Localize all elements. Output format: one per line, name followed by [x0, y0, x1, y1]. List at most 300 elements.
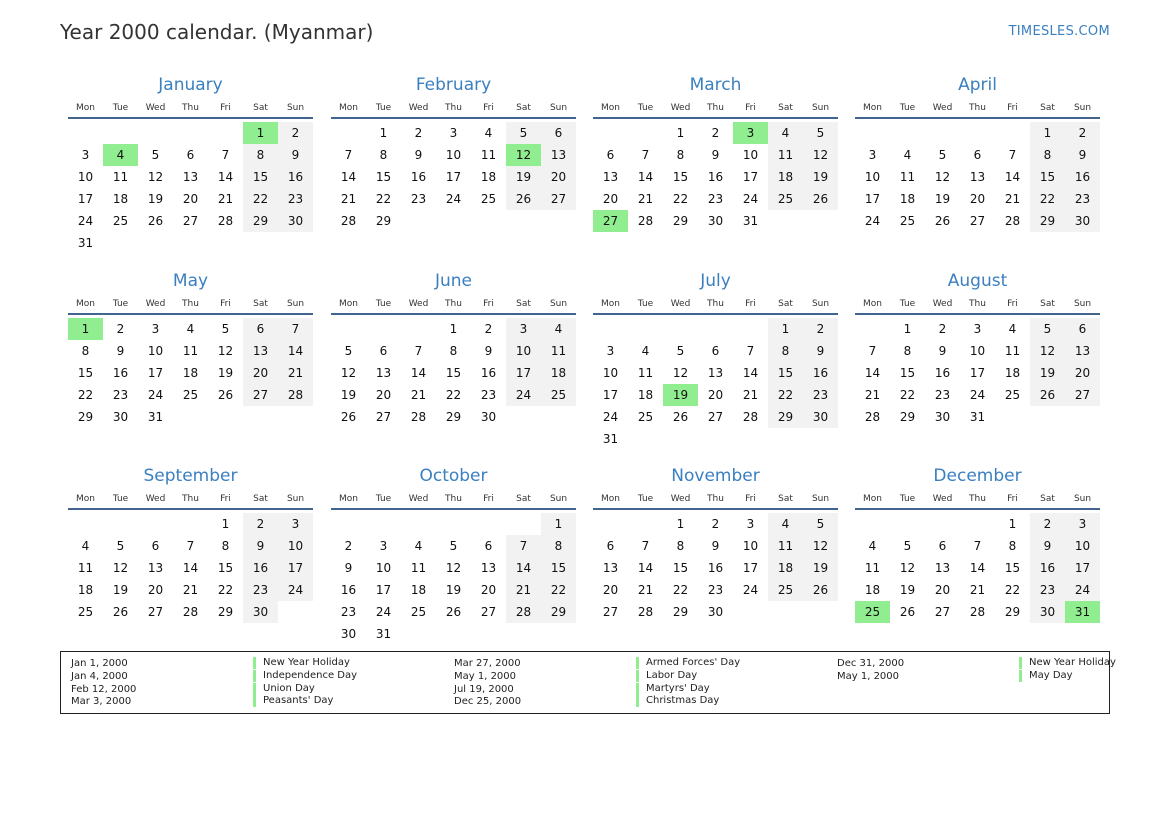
day-cell[interactable]: 20	[934, 583, 951, 597]
day-cell[interactable]: 9	[938, 344, 947, 358]
day-cell[interactable]: 12	[112, 561, 129, 575]
day-cell[interactable]: 11	[112, 170, 129, 184]
day-cell[interactable]: 11	[768, 535, 803, 557]
day-cell[interactable]: 12	[445, 561, 462, 575]
day-cell[interactable]: 16	[112, 366, 129, 380]
day-cell[interactable]: 2	[278, 122, 313, 144]
day-cell[interactable]: 11	[410, 561, 427, 575]
day-cell[interactable]: 24	[445, 192, 462, 206]
day-cell[interactable]: 31	[147, 410, 164, 424]
day-cell[interactable]: 17	[278, 557, 313, 579]
day-cell[interactable]: 23	[934, 388, 951, 402]
day-cell[interactable]: 13	[375, 366, 392, 380]
day-cell[interactable]: 23	[803, 384, 838, 406]
day-cell[interactable]: 10	[506, 340, 541, 362]
day-cell[interactable]: 26	[803, 188, 838, 210]
day-cell[interactable]: 7	[344, 148, 353, 162]
day-cell[interactable]: 29	[1030, 210, 1065, 232]
day-cell[interactable]: 9	[711, 539, 720, 553]
day-cell[interactable]: 6	[606, 539, 615, 553]
day-cell[interactable]: 21	[637, 583, 654, 597]
day-cell[interactable]: 14	[864, 366, 881, 380]
day-cell[interactable]: 23	[707, 583, 724, 597]
day-cell[interactable]: 20	[602, 192, 619, 206]
day-cell[interactable]: 8	[1030, 144, 1065, 166]
day-cell[interactable]: 8	[449, 344, 458, 358]
day-cell[interactable]: 23	[1030, 579, 1065, 601]
day-cell[interactable]: 30	[803, 406, 838, 428]
day-cell[interactable]: 11	[637, 366, 654, 380]
day-cell[interactable]: 18	[112, 192, 129, 206]
day-cell[interactable]: 20	[480, 583, 497, 597]
day-cell[interactable]: 1	[903, 322, 912, 336]
day-cell[interactable]: 2	[414, 126, 423, 140]
day-cell[interactable]: 28	[506, 601, 541, 623]
day-cell[interactable]: 5	[1030, 318, 1065, 340]
day-cell[interactable]: 23	[707, 192, 724, 206]
day-cell[interactable]: 9	[484, 344, 493, 358]
day-cell[interactable]: 29	[768, 406, 803, 428]
day-cell[interactable]: 7	[1008, 148, 1017, 162]
day-cell[interactable]: 23	[410, 192, 427, 206]
day-cell[interactable]: 13	[182, 170, 199, 184]
day-cell[interactable]: 13	[602, 561, 619, 575]
day-cell[interactable]: 7	[868, 344, 877, 358]
day-cell[interactable]: 9	[1030, 535, 1065, 557]
day-cell[interactable]: 11	[77, 561, 94, 575]
day-cell[interactable]: 11	[768, 144, 803, 166]
day-cell[interactable]: 9	[711, 148, 720, 162]
day-cell[interactable]: 31	[969, 410, 986, 424]
day-cell[interactable]: 2	[711, 126, 720, 140]
day-cell[interactable]: 24	[506, 384, 541, 406]
day-cell[interactable]: 22	[541, 579, 576, 601]
day-cell[interactable]: 6	[243, 318, 278, 340]
day-cell[interactable]: 4	[1008, 322, 1017, 336]
day-cell[interactable]: 5	[803, 122, 838, 144]
day-cell[interactable]: 12	[1030, 340, 1065, 362]
day-cell[interactable]: 18	[899, 192, 916, 206]
day-cell[interactable]: 10	[445, 148, 462, 162]
day-cell[interactable]: 12	[672, 366, 689, 380]
day-cell[interactable]: 26	[445, 605, 462, 619]
day-cell[interactable]: 23	[480, 388, 497, 402]
day-cell[interactable]: 24	[77, 214, 94, 228]
day-cell[interactable]: 15	[541, 557, 576, 579]
day-cell[interactable]: 29	[217, 605, 234, 619]
day-cell[interactable]: 6	[541, 122, 576, 144]
day-cell[interactable]: 21	[278, 362, 313, 384]
day-cell[interactable]: 26	[340, 410, 357, 424]
day-cell[interactable]: 13	[934, 561, 951, 575]
day-cell[interactable]: 13	[147, 561, 164, 575]
day-cell[interactable]: 26	[672, 410, 689, 424]
day-cell[interactable]: 29	[445, 410, 462, 424]
day-cell[interactable]: 1	[221, 517, 230, 531]
day-cell[interactable]: 19	[934, 192, 951, 206]
day-cell[interactable]: 14	[182, 561, 199, 575]
day-cell[interactable]: 23	[340, 605, 357, 619]
day-cell[interactable]: 27	[375, 410, 392, 424]
day-cell[interactable]: 28	[410, 410, 427, 424]
day-cell[interactable]: 27	[602, 605, 619, 619]
day-cell[interactable]: 23	[1065, 188, 1100, 210]
day-cell[interactable]: 24	[375, 605, 392, 619]
day-cell[interactable]: 10	[864, 170, 881, 184]
day-cell[interactable]: 15	[217, 561, 234, 575]
day-cell[interactable]: 14	[340, 170, 357, 184]
holiday-day-cell[interactable]: 27	[593, 210, 628, 232]
day-cell[interactable]: 8	[221, 539, 230, 553]
day-cell[interactable]: 15	[672, 561, 689, 575]
day-cell[interactable]: 12	[934, 170, 951, 184]
site-link[interactable]: TIMESLES.COM	[1008, 24, 1110, 39]
day-cell[interactable]: 25	[480, 192, 497, 206]
day-cell[interactable]: 7	[278, 318, 313, 340]
day-cell[interactable]: 31	[602, 432, 619, 446]
day-cell[interactable]: 24	[278, 579, 313, 601]
day-cell[interactable]: 10	[742, 148, 759, 162]
day-cell[interactable]: 9	[1065, 144, 1100, 166]
day-cell[interactable]: 1	[676, 517, 685, 531]
day-cell[interactable]: 6	[186, 148, 195, 162]
day-cell[interactable]: 21	[182, 583, 199, 597]
day-cell[interactable]: 2	[116, 322, 125, 336]
day-cell[interactable]: 22	[375, 192, 392, 206]
day-cell[interactable]: 15	[672, 170, 689, 184]
day-cell[interactable]: 6	[711, 344, 720, 358]
day-cell[interactable]: 4	[768, 513, 803, 535]
day-cell[interactable]: 22	[445, 388, 462, 402]
day-cell[interactable]: 22	[243, 188, 278, 210]
day-cell[interactable]: 16	[410, 170, 427, 184]
day-cell[interactable]: 22	[77, 388, 94, 402]
day-cell[interactable]: 15	[899, 366, 916, 380]
day-cell[interactable]: 15	[375, 170, 392, 184]
day-cell[interactable]: 16	[1030, 557, 1065, 579]
day-cell[interactable]: 6	[379, 344, 388, 358]
day-cell[interactable]: 30	[934, 410, 951, 424]
day-cell[interactable]: 13	[707, 366, 724, 380]
day-cell[interactable]: 14	[410, 366, 427, 380]
day-cell[interactable]: 19	[445, 583, 462, 597]
day-cell[interactable]: 11	[864, 561, 881, 575]
day-cell[interactable]: 26	[803, 579, 838, 601]
day-cell[interactable]: 26	[934, 214, 951, 228]
day-cell[interactable]: 17	[602, 388, 619, 402]
day-cell[interactable]: 27	[243, 384, 278, 406]
holiday-day-cell[interactable]: 1	[68, 318, 103, 340]
day-cell[interactable]: 29	[672, 214, 689, 228]
day-cell[interactable]: 24	[742, 583, 759, 597]
day-cell[interactable]: 15	[77, 366, 94, 380]
day-cell[interactable]: 22	[1030, 188, 1065, 210]
day-cell[interactable]: 7	[973, 539, 982, 553]
day-cell[interactable]: 1	[1008, 517, 1017, 531]
day-cell[interactable]: 20	[541, 166, 576, 188]
holiday-day-cell[interactable]: 4	[103, 144, 138, 166]
day-cell[interactable]: 20	[182, 192, 199, 206]
day-cell[interactable]: 16	[934, 366, 951, 380]
day-cell[interactable]: 8	[676, 539, 685, 553]
day-cell[interactable]: 9	[243, 535, 278, 557]
day-cell[interactable]: 25	[541, 384, 576, 406]
day-cell[interactable]: 3	[506, 318, 541, 340]
day-cell[interactable]: 8	[903, 344, 912, 358]
day-cell[interactable]: 13	[969, 170, 986, 184]
day-cell[interactable]: 3	[379, 539, 388, 553]
day-cell[interactable]: 5	[803, 513, 838, 535]
day-cell[interactable]: 28	[637, 214, 654, 228]
day-cell[interactable]: 7	[641, 148, 650, 162]
day-cell[interactable]: 21	[340, 192, 357, 206]
day-cell[interactable]: 13	[243, 340, 278, 362]
day-cell[interactable]: 14	[1004, 170, 1021, 184]
day-cell[interactable]: 18	[410, 583, 427, 597]
day-cell[interactable]: 2	[1030, 513, 1065, 535]
holiday-day-cell[interactable]: 1	[243, 122, 278, 144]
day-cell[interactable]: 28	[742, 410, 759, 424]
day-cell[interactable]: 30	[112, 410, 129, 424]
day-cell[interactable]: 19	[803, 166, 838, 188]
day-cell[interactable]: 24	[602, 410, 619, 424]
day-cell[interactable]: 17	[1065, 557, 1100, 579]
day-cell[interactable]: 6	[1065, 318, 1100, 340]
holiday-day-cell[interactable]: 25	[855, 601, 890, 623]
day-cell[interactable]: 9	[116, 344, 125, 358]
day-cell[interactable]: 3	[278, 513, 313, 535]
day-cell[interactable]: 8	[541, 535, 576, 557]
day-cell[interactable]: 28	[217, 214, 234, 228]
day-cell[interactable]: 6	[151, 539, 160, 553]
day-cell[interactable]: 25	[112, 214, 129, 228]
day-cell[interactable]: 20	[602, 583, 619, 597]
day-cell[interactable]: 23	[112, 388, 129, 402]
day-cell[interactable]: 28	[969, 605, 986, 619]
day-cell[interactable]: 17	[77, 192, 94, 206]
day-cell[interactable]: 28	[864, 410, 881, 424]
day-cell[interactable]: 1	[541, 513, 576, 535]
day-cell[interactable]: 17	[742, 561, 759, 575]
day-cell[interactable]: 28	[637, 605, 654, 619]
day-cell[interactable]: 15	[1004, 561, 1021, 575]
day-cell[interactable]: 30	[243, 601, 278, 623]
day-cell[interactable]: 4	[541, 318, 576, 340]
day-cell[interactable]: 22	[672, 583, 689, 597]
day-cell[interactable]: 22	[672, 192, 689, 206]
day-cell[interactable]: 17	[969, 366, 986, 380]
day-cell[interactable]: 18	[864, 583, 881, 597]
day-cell[interactable]: 19	[803, 557, 838, 579]
day-cell[interactable]: 19	[506, 166, 541, 188]
day-cell[interactable]: 3	[449, 126, 458, 140]
day-cell[interactable]: 2	[243, 513, 278, 535]
day-cell[interactable]: 14	[278, 340, 313, 362]
day-cell[interactable]: 15	[445, 366, 462, 380]
day-cell[interactable]: 30	[1030, 601, 1065, 623]
day-cell[interactable]: 10	[1065, 535, 1100, 557]
day-cell[interactable]: 17	[375, 583, 392, 597]
day-cell[interactable]: 21	[217, 192, 234, 206]
day-cell[interactable]: 25	[637, 410, 654, 424]
day-cell[interactable]: 13	[1065, 340, 1100, 362]
day-cell[interactable]: 3	[81, 148, 90, 162]
day-cell[interactable]: 19	[147, 192, 164, 206]
day-cell[interactable]: 4	[903, 148, 912, 162]
day-cell[interactable]: 30	[707, 214, 724, 228]
day-cell[interactable]: 2	[711, 517, 720, 531]
day-cell[interactable]: 20	[707, 388, 724, 402]
day-cell[interactable]: 10	[77, 170, 94, 184]
day-cell[interactable]: 4	[768, 122, 803, 144]
day-cell[interactable]: 30	[707, 605, 724, 619]
day-cell[interactable]: 4	[484, 126, 493, 140]
day-cell[interactable]: 28	[182, 605, 199, 619]
day-cell[interactable]: 19	[899, 583, 916, 597]
day-cell[interactable]: 14	[742, 366, 759, 380]
day-cell[interactable]: 17	[445, 170, 462, 184]
day-cell[interactable]: 16	[340, 583, 357, 597]
day-cell[interactable]: 26	[217, 388, 234, 402]
day-cell[interactable]: 27	[147, 605, 164, 619]
day-cell[interactable]: 3	[606, 344, 615, 358]
day-cell[interactable]: 4	[186, 322, 195, 336]
day-cell[interactable]: 20	[375, 388, 392, 402]
day-cell[interactable]: 29	[375, 214, 392, 228]
day-cell[interactable]: 8	[243, 144, 278, 166]
day-cell[interactable]: 21	[742, 388, 759, 402]
day-cell[interactable]: 8	[768, 340, 803, 362]
day-cell[interactable]: 25	[410, 605, 427, 619]
day-cell[interactable]: 15	[768, 362, 803, 384]
day-cell[interactable]: 28	[340, 214, 357, 228]
day-cell[interactable]: 16	[707, 170, 724, 184]
day-cell[interactable]: 14	[217, 170, 234, 184]
day-cell[interactable]: 3	[868, 148, 877, 162]
day-cell[interactable]: 17	[147, 366, 164, 380]
day-cell[interactable]: 24	[864, 214, 881, 228]
day-cell[interactable]: 24	[742, 192, 759, 206]
day-cell[interactable]: 26	[112, 605, 129, 619]
day-cell[interactable]: 16	[243, 557, 278, 579]
day-cell[interactable]: 12	[803, 535, 838, 557]
day-cell[interactable]: 2	[1065, 122, 1100, 144]
day-cell[interactable]: 9	[344, 561, 353, 575]
day-cell[interactable]: 5	[449, 539, 458, 553]
day-cell[interactable]: 20	[1065, 362, 1100, 384]
day-cell[interactable]: 18	[1004, 366, 1021, 380]
day-cell[interactable]: 25	[899, 214, 916, 228]
day-cell[interactable]: 19	[112, 583, 129, 597]
day-cell[interactable]: 7	[746, 344, 755, 358]
day-cell[interactable]: 26	[899, 605, 916, 619]
day-cell[interactable]: 21	[637, 192, 654, 206]
day-cell[interactable]: 5	[151, 148, 160, 162]
holiday-day-cell[interactable]: 3	[733, 122, 768, 144]
day-cell[interactable]: 12	[899, 561, 916, 575]
day-cell[interactable]: 10	[375, 561, 392, 575]
day-cell[interactable]: 7	[506, 535, 541, 557]
day-cell[interactable]: 8	[81, 344, 90, 358]
day-cell[interactable]: 25	[768, 188, 803, 210]
day-cell[interactable]: 7	[414, 344, 423, 358]
day-cell[interactable]: 17	[864, 192, 881, 206]
day-cell[interactable]: 4	[868, 539, 877, 553]
day-cell[interactable]: 24	[147, 388, 164, 402]
day-cell[interactable]: 29	[243, 210, 278, 232]
day-cell[interactable]: 27	[969, 214, 986, 228]
day-cell[interactable]: 16	[1065, 166, 1100, 188]
day-cell[interactable]: 9	[414, 148, 423, 162]
day-cell[interactable]: 12	[147, 170, 164, 184]
day-cell[interactable]: 5	[903, 539, 912, 553]
day-cell[interactable]: 5	[938, 148, 947, 162]
day-cell[interactable]: 6	[973, 148, 982, 162]
day-cell[interactable]: 20	[969, 192, 986, 206]
day-cell[interactable]: 30	[1065, 210, 1100, 232]
day-cell[interactable]: 16	[480, 366, 497, 380]
day-cell[interactable]: 1	[676, 126, 685, 140]
day-cell[interactable]: 7	[186, 539, 195, 553]
day-cell[interactable]: 6	[484, 539, 493, 553]
day-cell[interactable]: 1	[1030, 122, 1065, 144]
day-cell[interactable]: 20	[243, 362, 278, 384]
day-cell[interactable]: 1	[768, 318, 803, 340]
day-cell[interactable]: 4	[641, 344, 650, 358]
day-cell[interactable]: 29	[899, 410, 916, 424]
day-cell[interactable]: 11	[541, 340, 576, 362]
day-cell[interactable]: 28	[278, 384, 313, 406]
day-cell[interactable]: 15	[243, 166, 278, 188]
day-cell[interactable]: 11	[1004, 344, 1021, 358]
day-cell[interactable]: 31	[742, 214, 759, 228]
day-cell[interactable]: 11	[182, 344, 199, 358]
day-cell[interactable]: 24	[969, 388, 986, 402]
day-cell[interactable]: 8	[676, 148, 685, 162]
day-cell[interactable]: 13	[602, 170, 619, 184]
day-cell[interactable]: 27	[541, 188, 576, 210]
day-cell[interactable]: 14	[637, 561, 654, 575]
day-cell[interactable]: 5	[676, 344, 685, 358]
day-cell[interactable]: 29	[672, 605, 689, 619]
day-cell[interactable]: 29	[77, 410, 94, 424]
day-cell[interactable]: 10	[602, 366, 619, 380]
day-cell[interactable]: 30	[278, 210, 313, 232]
day-cell[interactable]: 18	[637, 388, 654, 402]
day-cell[interactable]: 6	[938, 539, 947, 553]
day-cell[interactable]: 5	[221, 322, 230, 336]
day-cell[interactable]: 13	[541, 144, 576, 166]
day-cell[interactable]: 18	[182, 366, 199, 380]
day-cell[interactable]: 2	[803, 318, 838, 340]
day-cell[interactable]: 1	[449, 322, 458, 336]
day-cell[interactable]: 29	[541, 601, 576, 623]
day-cell[interactable]: 11	[480, 148, 497, 162]
day-cell[interactable]: 3	[973, 322, 982, 336]
day-cell[interactable]: 18	[768, 557, 803, 579]
day-cell[interactable]: 29	[1004, 605, 1021, 619]
day-cell[interactable]: 4	[414, 539, 423, 553]
day-cell[interactable]: 31	[375, 627, 392, 641]
day-cell[interactable]: 21	[969, 583, 986, 597]
day-cell[interactable]: 16	[707, 561, 724, 575]
day-cell[interactable]: 21	[864, 388, 881, 402]
day-cell[interactable]: 2	[344, 539, 353, 553]
day-cell[interactable]: 12	[217, 344, 234, 358]
day-cell[interactable]: 17	[506, 362, 541, 384]
day-cell[interactable]: 17	[742, 170, 759, 184]
holiday-day-cell[interactable]: 31	[1065, 601, 1100, 623]
